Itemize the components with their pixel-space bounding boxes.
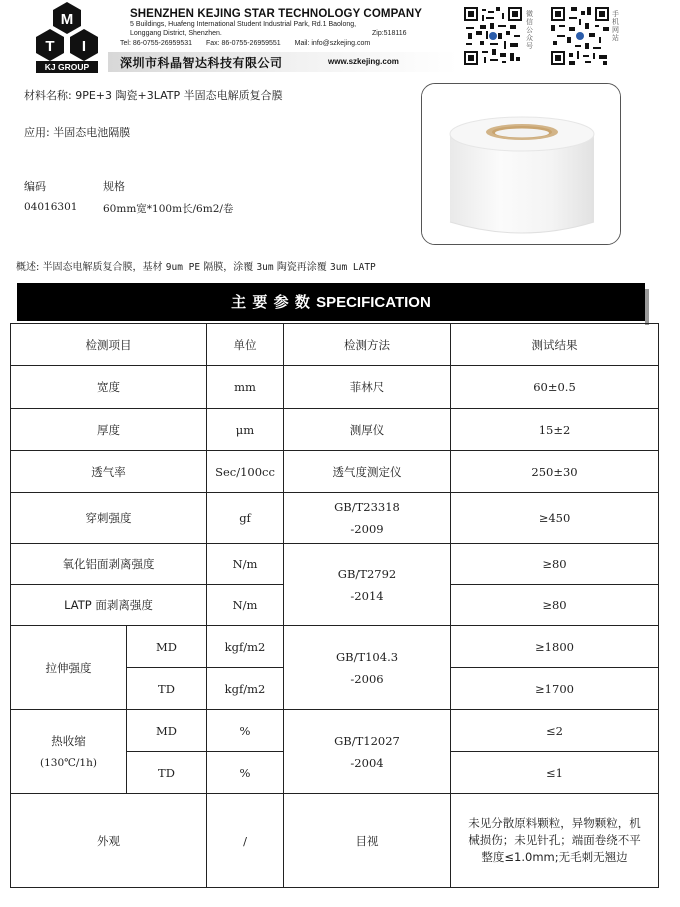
- row-appearance-method: 目视: [284, 794, 451, 888]
- code-value: 04016301: [24, 201, 78, 213]
- row-tensile-unit-td: kgf/m2: [207, 668, 284, 710]
- overview-text-d: 3um: [256, 262, 274, 273]
- row-tensile-td: TD: [127, 668, 207, 710]
- overview-label: 概述:: [16, 262, 40, 273]
- row-thickness-method: 测厚仪: [284, 409, 451, 451]
- header-item: 检测项目: [11, 324, 207, 366]
- wechat-qr-code-icon: [464, 7, 522, 65]
- tensile-method-line-1: GB/T104.3: [335, 649, 399, 664]
- row-tensile-unit-md: kgf/m2: [207, 626, 284, 668]
- row-shrink-unit-td: %: [207, 752, 284, 794]
- company-address: [130, 21, 356, 38]
- film-roll-image: [422, 84, 621, 245]
- table-row: [11, 626, 659, 668]
- zip-code: Zip:518116: [372, 30, 407, 37]
- row-thickness-unit: μm: [207, 409, 284, 451]
- puncture-method-line-1: GB/T23318: [334, 500, 400, 514]
- material-label: 材料名称:: [24, 89, 72, 102]
- row-shrink-result-md: ≤2: [451, 710, 659, 752]
- puncture-method-line-2: -2009: [350, 522, 384, 536]
- row-shrink-item: [11, 710, 127, 794]
- logo-letter-i: I: [81, 38, 87, 55]
- address-line-2: Longgang District, Shenzhen.: [130, 29, 222, 37]
- table-row: [11, 366, 659, 409]
- banner-title-en: SPECIFICATION: [316, 294, 431, 311]
- row-appearance-item: 外观: [11, 794, 207, 888]
- mail: Mail: info@szkejing.com: [294, 40, 371, 47]
- row-thickness-item: 厚度: [11, 409, 207, 451]
- row-appearance-unit: /: [207, 794, 284, 888]
- overview-text-c: 隔膜，涂覆: [203, 262, 254, 273]
- shrink-item-line-2: (130℃/1h): [40, 756, 97, 769]
- tel: Tel: 86-0755-26959531: [120, 40, 193, 47]
- qr-label-wechat: 微信公众号: [526, 10, 533, 50]
- row-width-result: 60±0.5: [451, 366, 659, 409]
- table-row: [11, 794, 659, 888]
- peel-method-line-2: -2014: [350, 588, 384, 603]
- application: [24, 124, 130, 140]
- row-tensile-item: 拉伸强度: [11, 626, 127, 710]
- row-shrink-method: [284, 710, 451, 794]
- table-row: [11, 544, 659, 585]
- logo-letter-t: T: [45, 38, 55, 55]
- logo-band: KJ GROUP: [36, 61, 98, 73]
- shrink-method-line-2: -2004: [350, 755, 384, 770]
- row-tensile-md: MD: [127, 626, 207, 668]
- row-air-unit: Sec/100cc: [207, 451, 284, 493]
- tensile-method-line-2: -2006: [350, 671, 384, 686]
- table-row: [11, 409, 659, 451]
- row-peel-latp-unit: N/m: [207, 585, 284, 626]
- row-puncture-method: [284, 493, 451, 544]
- row-puncture-unit: gf: [207, 493, 284, 544]
- row-thickness-result: 15±2: [451, 409, 659, 451]
- fax: Fax: 86-0755-26959551: [205, 40, 281, 47]
- table-row: [11, 493, 659, 544]
- appearance-result-line-2: 械损伤；未见针孔；端面卷绕不平: [468, 833, 641, 847]
- spec-label: 规格: [103, 180, 125, 193]
- material-value: 9PE+3 陶瓷+3LATP 半固态电解质复合膜: [75, 89, 283, 102]
- row-peel-al-unit: N/m: [207, 544, 284, 585]
- contact-line: [120, 40, 382, 47]
- shrink-item-line-1: 热收缩: [51, 733, 86, 748]
- overview-text-b: 9um PE: [165, 262, 201, 273]
- application-label: 应用:: [24, 126, 50, 139]
- header-unit: 单位: [207, 324, 284, 366]
- row-peel-latp-item: LATP 面剥离强度: [11, 585, 207, 626]
- overview-text-e: 陶瓷再涂覆: [276, 262, 327, 273]
- row-peel-method: [284, 544, 451, 626]
- banner-shadow: [645, 289, 649, 325]
- row-shrink-md: MD: [127, 710, 207, 752]
- product-photo: [421, 83, 621, 245]
- shrink-method-line-1: GB/T12027: [334, 733, 400, 748]
- row-width-unit: mm: [207, 366, 284, 409]
- row-shrink-unit-md: %: [207, 710, 284, 752]
- row-puncture-item: 穿刺强度: [11, 493, 207, 544]
- overview-text-a: 半固态电解质复合膜，基材: [42, 262, 163, 273]
- row-peel-latp-result: ≥80: [451, 585, 659, 626]
- logo-letter-m: M: [60, 11, 74, 28]
- code-label: 编码: [24, 180, 46, 193]
- header-result: 测试结果: [451, 324, 659, 366]
- table-header-row: [11, 324, 659, 366]
- header-method: 检测方法: [284, 324, 451, 366]
- row-peel-al-result: ≥80: [451, 544, 659, 585]
- row-tensile-method: [284, 626, 451, 710]
- peel-method-line-1: GB/T2792: [337, 566, 397, 581]
- row-tensile-result-md: ≥1800: [451, 626, 659, 668]
- mobile-site-qr-code-icon: [551, 7, 609, 65]
- letterhead: [0, 0, 680, 76]
- overview: [16, 258, 376, 273]
- row-air-item: 透气率: [11, 451, 207, 493]
- row-shrink-result-td: ≤1: [451, 752, 659, 794]
- company-name-en: SHENZHEN KEJING STAR TECHNOLOGY COMPANY: [130, 8, 423, 20]
- application-value: 半固态电池隔膜: [53, 126, 131, 139]
- row-width-item: 宽度: [11, 366, 207, 409]
- company-name-cn: 深圳市科晶智达科技有限公司: [120, 56, 283, 70]
- spec-value: 60mm宽*100m长/6m2/卷: [103, 203, 234, 215]
- material-name: [24, 87, 283, 103]
- row-shrink-td: TD: [127, 752, 207, 794]
- table-row: [11, 710, 659, 752]
- table-row: [11, 451, 659, 493]
- banner-title-cn: 主 要 参 数: [231, 293, 311, 311]
- row-air-result: 250±30: [451, 451, 659, 493]
- spec-banner: [17, 283, 645, 321]
- appearance-result-line-1: 未见分散原料颗粒，异物颗粒，机: [468, 816, 641, 830]
- qr-label-mobile: 手机网站: [612, 10, 619, 42]
- website: www.szkejing.com: [328, 57, 399, 66]
- row-peel-al-item: 氧化铝面剥离强度: [11, 544, 207, 585]
- row-air-method: 透气度测定仪: [284, 451, 451, 493]
- spec-table: [10, 323, 659, 888]
- overview-text-f: 3um LATP: [330, 262, 376, 273]
- row-width-method: 菲林尺: [284, 366, 451, 409]
- row-appearance-result: [451, 794, 659, 888]
- row-tensile-result-td: ≥1700: [451, 668, 659, 710]
- appearance-result-line-3: 整度≤1.0mm;无毛刺无翘边: [481, 850, 628, 864]
- row-puncture-result: ≥450: [451, 493, 659, 544]
- address-line-1: 5 Buildings, Huafeng International Student Industrial Park, Rd.1 Baolong,: [130, 21, 357, 28]
